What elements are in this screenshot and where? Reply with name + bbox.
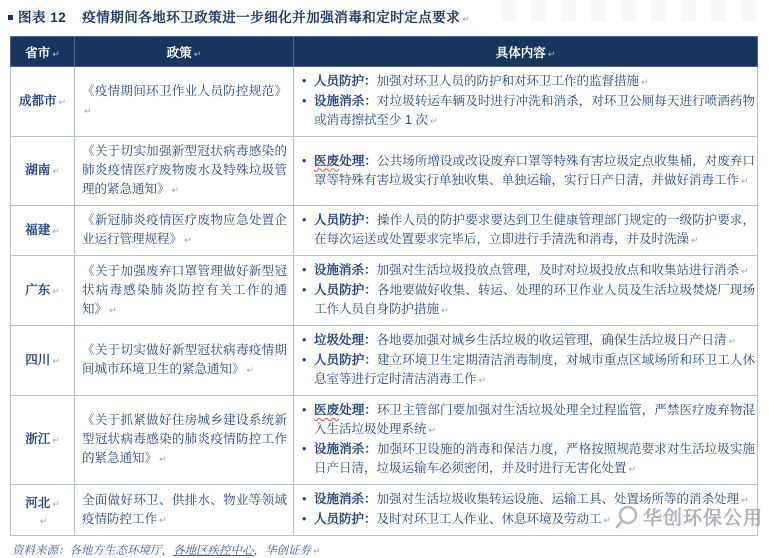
content-cell bbox=[294, 206, 758, 256]
table-row bbox=[11, 206, 758, 256]
paragraph-mark-line bbox=[11, 514, 74, 527]
bullet-text: 加强对生活垃圾投放点管理，及时对垃圾投放点和收集站进行消杀 bbox=[376, 263, 740, 277]
content-bullet-list bbox=[299, 490, 755, 530]
content-cell bbox=[294, 67, 758, 137]
misspell-wavy-underline: 医废 bbox=[314, 403, 340, 417]
bullet-text: 各地要做好收集、转运、处理的环卫作业人员及生活垃圾焚烧厂现场工作人员自身防护措施 bbox=[314, 283, 755, 316]
policy-text: 《疫情期间环卫作业人员防控规范》 bbox=[82, 84, 287, 98]
content-bullet-item bbox=[299, 401, 755, 440]
province-name: 河北 bbox=[25, 495, 51, 510]
paragraph-mark bbox=[311, 545, 321, 557]
paragraph-mark bbox=[56, 94, 66, 108]
paragraph-mark bbox=[50, 353, 60, 367]
bullet-lead-term: 医废处理： bbox=[314, 153, 378, 168]
content-bullet-item bbox=[299, 92, 755, 131]
paragraph-mark bbox=[182, 232, 192, 246]
province-name: 浙江 bbox=[25, 432, 51, 446]
province-name: 四川 bbox=[25, 352, 51, 367]
policy-text: 《关于加强废弃口罩管理做好新型冠状病毒感染肺炎防控有关工作的通知》 bbox=[82, 263, 287, 316]
paragraph-mark bbox=[192, 46, 202, 60]
province-cell bbox=[11, 326, 75, 396]
misspell-wavy-underline: 医废 bbox=[314, 153, 340, 168]
province-cell bbox=[11, 206, 75, 256]
header-row bbox=[11, 37, 758, 67]
content-cell bbox=[294, 485, 758, 536]
policy-text: 《新冠肺炎疫情医疗废物应急处置企业运行管理规程》 bbox=[82, 213, 287, 246]
policy-text: 《关于切实做好新型冠状病毒疫情期间城市环境卫生的紧急通知》 bbox=[82, 343, 287, 376]
content-bullet-item bbox=[299, 351, 755, 390]
province-cell bbox=[11, 256, 75, 326]
policy-cell bbox=[75, 396, 294, 485]
paragraph-mark bbox=[428, 113, 438, 127]
content-bullet-item bbox=[299, 510, 755, 530]
source-link-cdc[interactable]: 各地区疾控中心 bbox=[173, 545, 254, 557]
paragraph-mark bbox=[727, 333, 737, 347]
watermark-text: 华创环保公用 bbox=[642, 508, 763, 529]
paragraph-mark bbox=[38, 513, 48, 527]
bullet-lead-term: 人员防护： bbox=[314, 74, 377, 88]
table-row bbox=[11, 485, 758, 536]
column-header-label: 具体内容 bbox=[495, 45, 546, 60]
content-bullet-list bbox=[299, 401, 755, 479]
source-prefix: 资料来源：各地方生态环境厅， bbox=[12, 545, 173, 557]
column-header-label: 政策 bbox=[166, 45, 192, 60]
province-cell bbox=[11, 137, 75, 206]
bullet-text: 及时对环卫工人作业、休息环境及劳动工 bbox=[376, 512, 602, 526]
column-header-province bbox=[11, 37, 75, 67]
content-bullet-list bbox=[299, 331, 755, 390]
policy-table bbox=[10, 36, 758, 536]
content-bullet-item bbox=[299, 490, 755, 510]
policy-text: 《关于切实加强新型冠状病毒感染的肺炎疫情医疗废物废水及特殊垃圾管理的紧急通知》 bbox=[82, 144, 287, 196]
bullet-lead-term: 人员防护： bbox=[314, 353, 378, 367]
province-name: 湖南 bbox=[25, 163, 51, 177]
policy-text: 《关于抓紧做好住房城乡建设系统新型冠状病毒感染的肺炎疫情防控工作的紧急通知》 bbox=[82, 413, 287, 465]
table-row bbox=[11, 67, 758, 137]
title-square-bullet bbox=[8, 15, 13, 20]
paragraph-mark bbox=[107, 302, 117, 316]
policy-cell bbox=[75, 256, 294, 326]
bullet-lead-term: 设施消杀： bbox=[314, 442, 378, 456]
table-row bbox=[11, 326, 758, 396]
province-cell bbox=[11, 396, 75, 485]
paragraph-mark bbox=[157, 451, 167, 465]
bullet-lead-term: 设施消杀： bbox=[314, 263, 377, 277]
source-note bbox=[12, 542, 769, 558]
bullet-lead-term: 设施消杀： bbox=[314, 492, 377, 506]
province-name: 成都市 bbox=[18, 93, 57, 108]
paragraph-mark bbox=[50, 163, 60, 177]
column-header-label: 省市 bbox=[25, 45, 51, 60]
table-row bbox=[11, 256, 758, 326]
bullet-lead-term: 人员防护： bbox=[314, 512, 377, 526]
figure-title bbox=[0, 0, 769, 26]
figure-label: 图表 12 bbox=[18, 10, 67, 25]
content-bullet-item bbox=[299, 152, 755, 191]
content-bullet-item bbox=[299, 281, 755, 320]
province-cell bbox=[11, 67, 75, 137]
policy-cell bbox=[75, 67, 294, 137]
content-bullet-item bbox=[299, 261, 755, 281]
paragraph-mark bbox=[460, 10, 470, 25]
paragraph-mark bbox=[639, 74, 649, 88]
paragraph-mark bbox=[50, 283, 60, 297]
bullet-text: 加强对环卫人员的防护和对环卫工作的监督措施 bbox=[376, 74, 640, 88]
paragraph-mark bbox=[50, 223, 60, 237]
content-cell bbox=[294, 326, 758, 396]
table-header bbox=[11, 37, 758, 67]
content-cell bbox=[294, 396, 758, 485]
province-name: 广东 bbox=[25, 282, 51, 297]
policy-cell bbox=[75, 326, 294, 396]
column-header-content bbox=[294, 37, 758, 67]
policy-cell bbox=[75, 206, 294, 256]
content-cell bbox=[294, 137, 758, 206]
bullet-lead-term: 设施消杀： bbox=[314, 94, 378, 108]
content-bullet-item bbox=[299, 440, 755, 479]
table-row bbox=[11, 396, 758, 485]
table-body bbox=[11, 67, 758, 536]
content-bullet-list bbox=[299, 72, 755, 131]
paragraph-mark bbox=[427, 422, 437, 436]
bullet-text: 环卫主管部门要加强对生活垃圾处理全过程监管，严禁医疗废弃物混入生活垃圾处理系统 bbox=[314, 403, 755, 436]
content-cell bbox=[294, 256, 758, 326]
paragraph-mark bbox=[157, 512, 167, 526]
policy-text: 全面做好环卫、供排水、物业等领域疫情防控工作 bbox=[82, 492, 287, 526]
paragraph-mark bbox=[739, 492, 749, 506]
paragraph-mark bbox=[50, 432, 60, 446]
bullet-text: 公共场所增设或改设废弃口罩等特殊有害垃圾定点收集桶，对废弃口罩等特殊有害垃圾实行单独收集、单独运输，实行日产日清，并做好消毒工作 bbox=[314, 153, 755, 187]
content-bullet-list bbox=[299, 211, 755, 250]
paragraph-mark bbox=[546, 46, 556, 60]
paragraph-mark bbox=[602, 512, 612, 526]
paragraph-mark bbox=[50, 46, 60, 60]
content-bullet-item bbox=[299, 211, 755, 250]
policy-cell bbox=[75, 137, 294, 206]
content-bullet-list bbox=[299, 261, 755, 320]
paragraph-mark bbox=[477, 372, 487, 386]
bullet-text: 各地要加强对城乡生活垃圾的收运管理，确保生活垃圾日产日清 bbox=[376, 333, 727, 347]
bullet-lead-term: 人员防护： bbox=[314, 283, 378, 297]
content-bullet-list bbox=[299, 152, 755, 191]
paragraph-mark bbox=[245, 362, 255, 376]
content-bullet-item bbox=[299, 72, 755, 92]
bullet-text: 对垃圾转运车辆及时进行冲洗和消杀，对环卫公厕每天进行喷洒药物或消毒擦拭至少 1 次 bbox=[314, 94, 755, 127]
column-header-policy bbox=[75, 37, 294, 67]
paragraph-mark bbox=[739, 173, 749, 187]
province-name: 福建 bbox=[25, 222, 51, 237]
bullet-lead-term: 垃圾处理： bbox=[314, 333, 377, 347]
bullet-text: 操作人员的防护要求要达到卫生健康管理部门规定的一级防护要求，在每次运送或处置要求完毕后，立即进行手清洗和消毒，并及时洗澡 bbox=[314, 213, 755, 246]
bullet-text: 加强对生活垃圾收集转运设施、运输工具、处置场所等的消杀处理 bbox=[376, 492, 740, 506]
table-row bbox=[11, 137, 758, 206]
bullet-lead-term: 医废处理： bbox=[314, 403, 378, 417]
policy-cell bbox=[75, 485, 294, 536]
paragraph-mark bbox=[739, 263, 749, 277]
paragraph-mark bbox=[439, 302, 449, 316]
bullet-lead-term: 人员防护： bbox=[314, 213, 378, 227]
source-suffix: ，华创证券 bbox=[253, 545, 311, 557]
paragraph-mark bbox=[170, 182, 180, 196]
paragraph-mark bbox=[82, 103, 92, 117]
content-bullet-item bbox=[299, 331, 755, 351]
paragraph-mark bbox=[689, 232, 699, 246]
province-cell bbox=[11, 485, 75, 536]
bullet-text: 加强环卫设施的消毒和保洁力度，严格按照规范要求对生活垃圾实施日产日清，垃圾运输车必须密闭，并及时进行无害化处置 bbox=[314, 442, 755, 475]
paragraph-mark bbox=[50, 496, 60, 510]
bullet-text: 建立环境卫生定期清洁消毒制度，对城市重点区域场所和环卫工人休息室等进行定时清洁消毒工作 bbox=[314, 353, 755, 386]
paragraph-mark bbox=[627, 461, 637, 475]
figure-title-text: 疫情期间各地环卫政策进一步细化并加强消毒和定时定点要求 bbox=[82, 10, 461, 25]
